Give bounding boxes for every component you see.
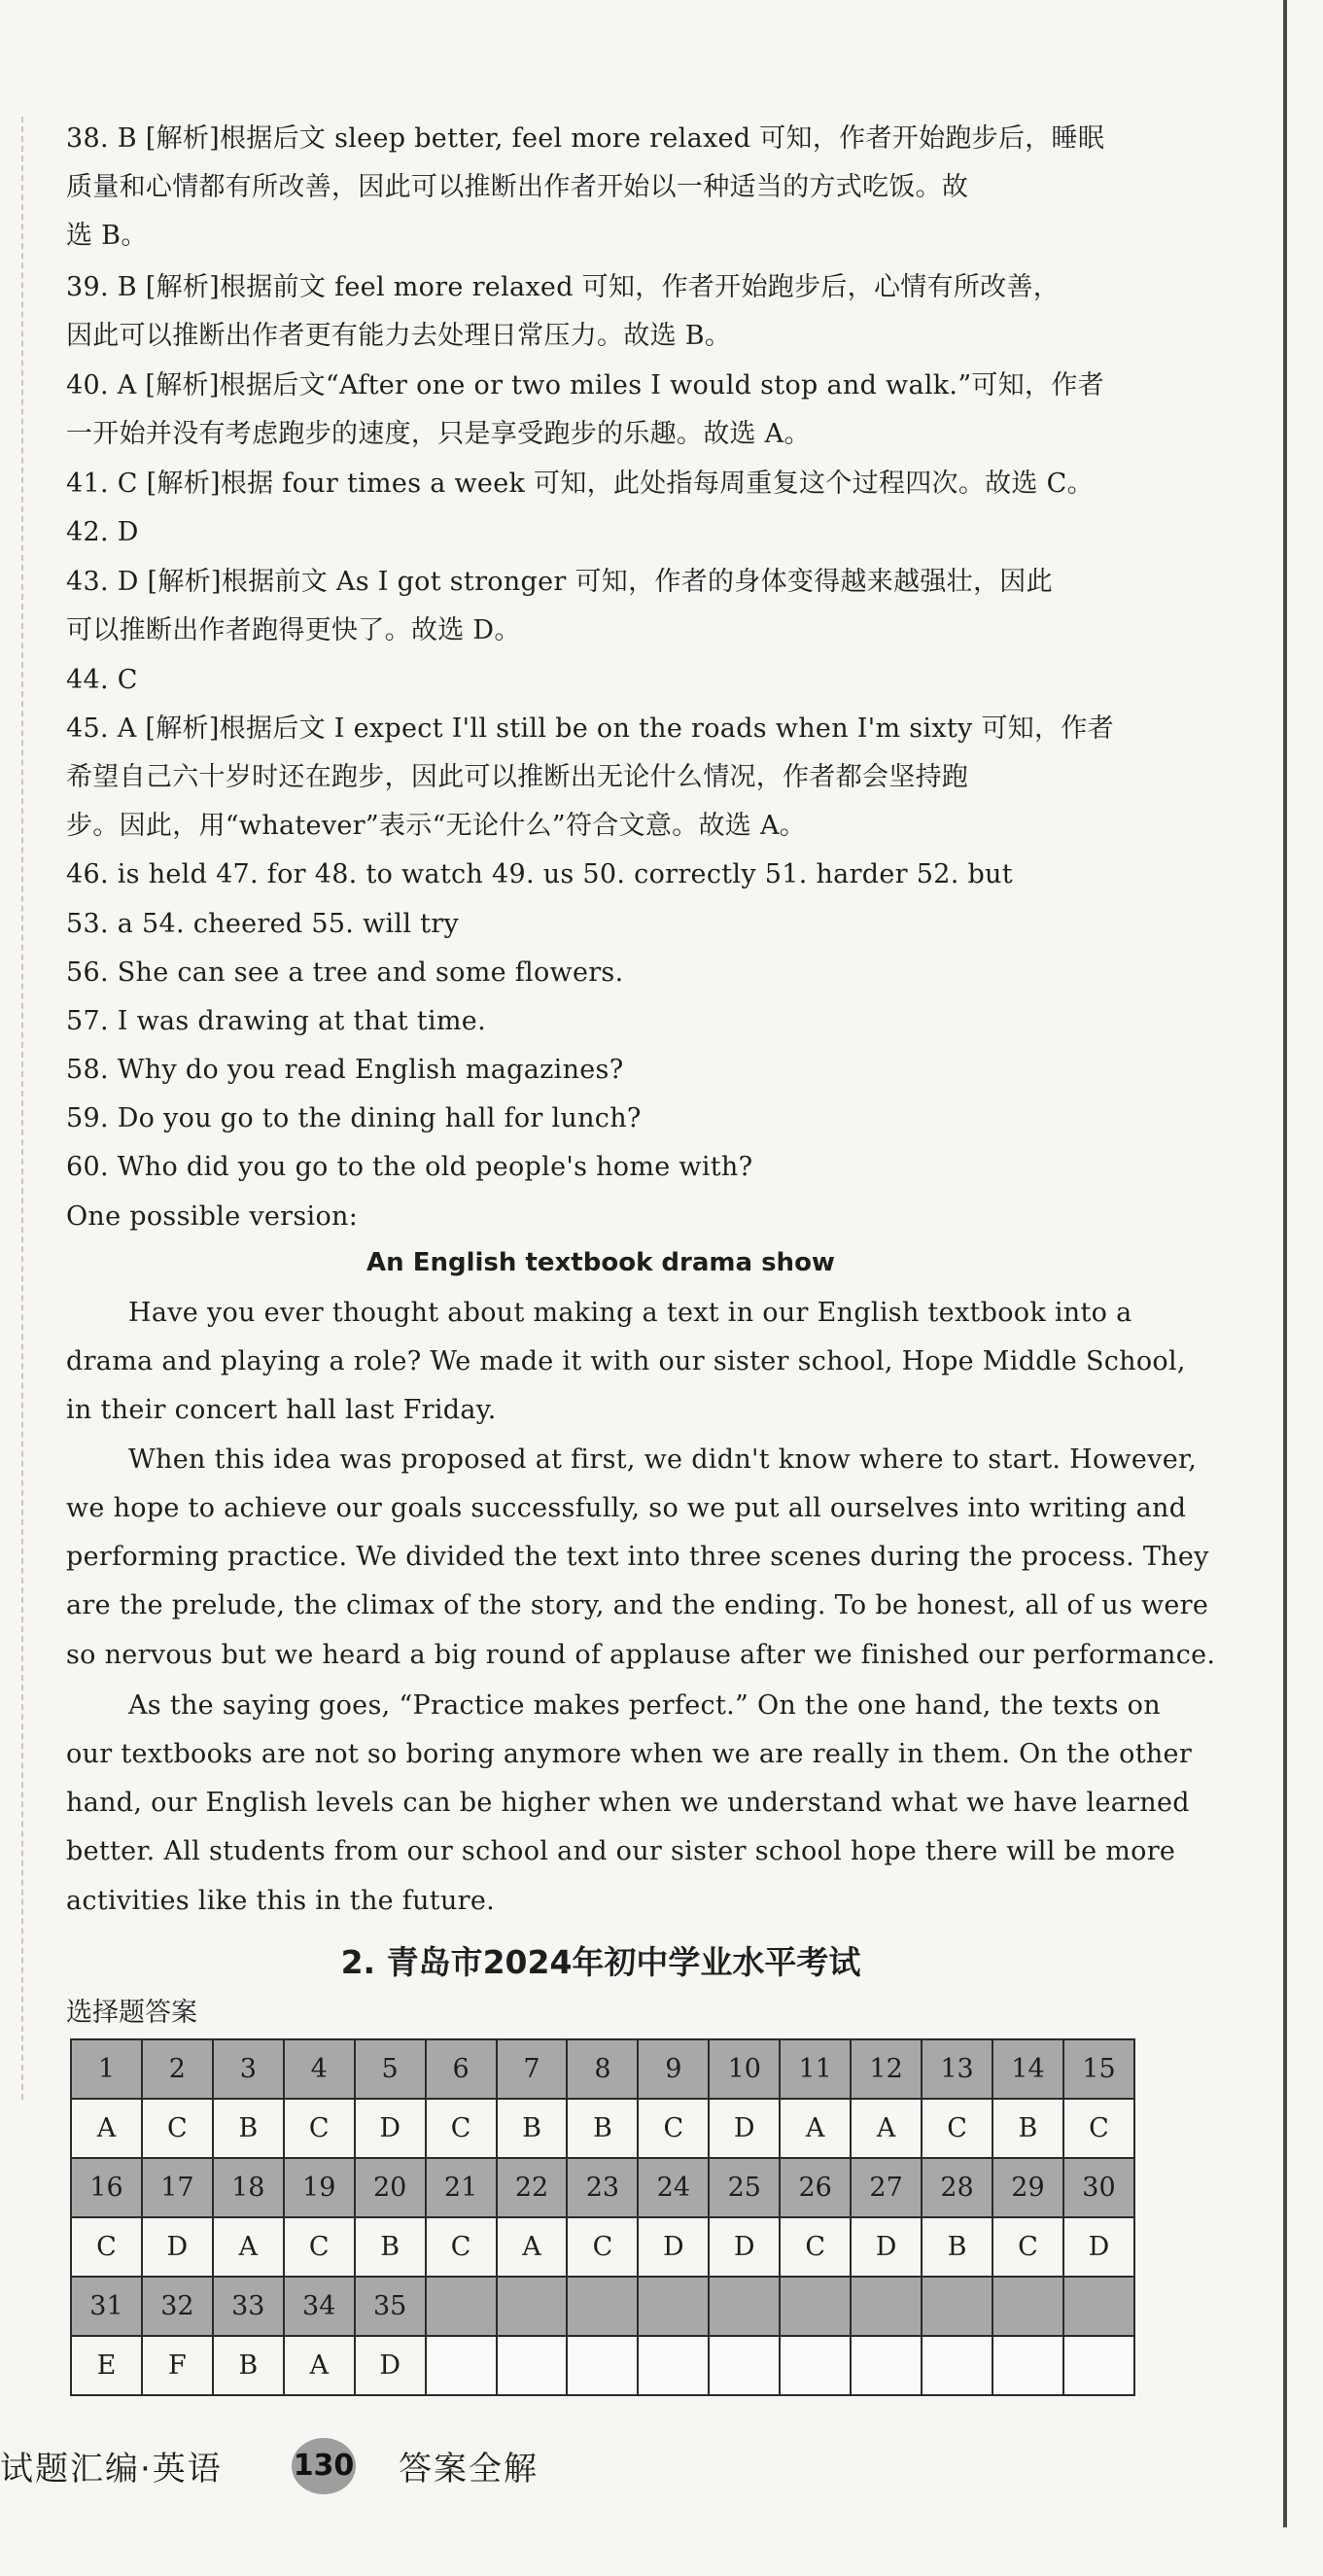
answer-43-line2: 可以推断出作者跑得更快了。故选 D。	[66, 615, 521, 645]
answer-45-line1: 45. A [解析]根据后文 I expect I'll still be on the roads when I'm sixty 可知，作者	[66, 714, 1114, 744]
sentence-56: 56. She can see a tree and some flowers.	[66, 957, 624, 988]
fill-answers-row1: 46. is held 47. for 48. to watch 49. us 50. correctly 51. harder 52. but	[66, 859, 1013, 889]
table-cell	[1063, 2336, 1134, 2395]
essay-line: our textbooks are not so boring anymore when we are really in them. On the other	[66, 1739, 1193, 1769]
table-cell	[992, 2336, 1063, 2395]
table-cell: 9	[638, 2039, 709, 2099]
table-cell: 31	[71, 2277, 142, 2336]
table-row-numbers	[71, 2158, 1134, 2217]
answer-42-line1: 42. D	[66, 517, 139, 547]
table-cell: A	[213, 2217, 284, 2277]
table-cell: F	[142, 2336, 213, 2395]
table-cell	[922, 2336, 992, 2395]
footer-subtitle: 答案全解	[399, 2450, 539, 2489]
table-row-answers	[71, 2217, 1134, 2277]
table-cell: 17	[142, 2158, 213, 2217]
table-cell: C	[992, 2217, 1063, 2277]
table-cell: D	[355, 2099, 426, 2158]
table-cell: C	[284, 2099, 355, 2158]
table-cell: 15	[1063, 2039, 1134, 2099]
essay-line: drama and playing a role? We made it with our sister school, Hope Middle School,	[66, 1346, 1186, 1376]
table-cell: B	[213, 2336, 284, 2395]
answer-43-line1: 43. D [解析]根据前文 As I got stronger 可知，作者的身体变得越来越强壮，因此	[66, 567, 1053, 597]
table-cell	[426, 2336, 497, 2395]
answer-38-line3: 选 B。	[66, 221, 148, 251]
essay-line: in their concert hall last Friday.	[66, 1395, 497, 1425]
table-cell: 33	[213, 2277, 284, 2336]
table-cell	[709, 2277, 780, 2336]
table-cell: 24	[638, 2158, 709, 2217]
answer-38-line1: 38. B [解析]根据后文 sleep better, feel more relaxed 可知，作者开始跑步后，睡眠	[66, 123, 1105, 154]
answer-44-line1: 44. C	[66, 665, 138, 695]
table-cell: 22	[497, 2158, 568, 2217]
table-cell	[922, 2277, 992, 2336]
table-cell: D	[142, 2217, 213, 2277]
table-cell: C	[426, 2099, 497, 2158]
table-cell: C	[638, 2099, 709, 2158]
table-cell: 32	[142, 2277, 213, 2336]
table-cell: C	[71, 2217, 142, 2277]
table-cell: C	[426, 2217, 497, 2277]
table-cell: C	[567, 2217, 638, 2277]
table-cell	[638, 2277, 709, 2336]
table-cell: A	[780, 2099, 851, 2158]
essay-line: Have you ever thought about making a text in our English textbook into a	[128, 1298, 1132, 1328]
essay-line: activities like this in the future.	[66, 1886, 495, 1916]
table-cell	[780, 2336, 851, 2395]
answer-41-line1: 41. C [解析]根据 four times a week 可知，此处指每周重复这个过程四次。故选 C。	[66, 469, 1094, 499]
essay-line: hand, our English levels can be higher when we understand what we have learned	[66, 1788, 1190, 1818]
table-cell: 12	[851, 2039, 922, 2099]
table-cell: B	[213, 2099, 284, 2158]
table-row-answers	[71, 2099, 1134, 2158]
essay-line: When this idea was proposed at first, we didn't know where to start. However,	[128, 1445, 1198, 1475]
table-cell: D	[851, 2217, 922, 2277]
sentence-59: 59. Do you go to the dining hall for lunch?	[66, 1103, 642, 1133]
table-cell: D	[355, 2336, 426, 2395]
table-cell	[851, 2277, 922, 2336]
table-cell	[567, 2277, 638, 2336]
table-row-numbers	[71, 2277, 1134, 2336]
fill-answers-row2: 53. a 54. cheered 55. will try	[66, 909, 460, 939]
essay-line: performing practice. We divided the text into three scenes during the process. They	[66, 1542, 1209, 1572]
answer-38-line2: 质量和心情都有所改善，因此可以推断出作者开始以一种适当的方式吃饭。故	[66, 172, 969, 202]
table-cell: 34	[284, 2277, 355, 2336]
table-cell: C	[142, 2099, 213, 2158]
table-cell: 5	[355, 2039, 426, 2099]
essay-intro: One possible version:	[66, 1201, 359, 1232]
footer-book-title: 试题汇编·英语	[0, 2450, 223, 2489]
table-cell: 1	[71, 2039, 142, 2099]
answer-table	[70, 2038, 1135, 2396]
answer-40-line1: 40. A [解析]根据后文“After one or two miles I would stop and walk.”可知，作者	[66, 370, 1104, 400]
table-cell: 7	[497, 2039, 568, 2099]
table-cell: C	[922, 2099, 992, 2158]
essay-line: better. All students from our school and our sister school hope there will be more	[66, 1836, 1176, 1866]
table-row-answers	[71, 2336, 1134, 2395]
table-cell	[426, 2277, 497, 2336]
table-cell: 2	[142, 2039, 213, 2099]
essay-line: so nervous but we heard a big round of applause after we finished our performance.	[66, 1640, 1216, 1670]
table-cell: D	[638, 2217, 709, 2277]
table-cell: 26	[780, 2158, 851, 2217]
table-cell: 20	[355, 2158, 426, 2217]
table-cell: 19	[284, 2158, 355, 2217]
table-cell: 4	[284, 2039, 355, 2099]
table-cell	[1063, 2277, 1134, 2336]
table-cell	[497, 2336, 568, 2395]
essay-line: As the saying goes, “Practice makes perfect.” On the one hand, the texts on	[128, 1690, 1161, 1721]
table-cell: A	[851, 2099, 922, 2158]
table-cell	[709, 2336, 780, 2395]
answer-45-line2: 希望自己六十岁时还在跑步，因此可以推断出无论什么情况，作者都会坚持跑	[66, 762, 969, 792]
sentence-57: 57. I was drawing at that time.	[66, 1006, 486, 1036]
table-cell: C	[780, 2217, 851, 2277]
table-cell: A	[71, 2099, 142, 2158]
sentence-60: 60. Who did you go to the old people's home with?	[66, 1152, 753, 1182]
table-cell: 10	[709, 2039, 780, 2099]
table-cell: 21	[426, 2158, 497, 2217]
table-cell: 6	[426, 2039, 497, 2099]
sentence-58: 58. Why do you read English magazines?	[66, 1055, 624, 1085]
table-cell: A	[497, 2217, 568, 2277]
table-cell: B	[497, 2099, 568, 2158]
table-cell: B	[355, 2217, 426, 2277]
table-cell: D	[1063, 2217, 1134, 2277]
table-cell: B	[992, 2099, 1063, 2158]
table-cell: E	[71, 2336, 142, 2395]
table-cell: D	[709, 2099, 780, 2158]
table-cell: 27	[851, 2158, 922, 2217]
table-cell	[851, 2336, 922, 2395]
table-cell: 28	[922, 2158, 992, 2217]
table-cell: 3	[213, 2039, 284, 2099]
table-cell: 18	[213, 2158, 284, 2217]
table-cell	[497, 2277, 568, 2336]
answer-39-line2: 因此可以推断出作者更有能力去处理日常压力。故选 B。	[66, 321, 732, 351]
table-cell: 13	[922, 2039, 992, 2099]
table-cell: 16	[71, 2158, 142, 2217]
essay-title: An English textbook drama show	[366, 1248, 835, 1277]
table-row-numbers	[71, 2039, 1134, 2099]
table-cell: 30	[1063, 2158, 1134, 2217]
section-title: 2. 青岛市2024年初中学业水平考试	[340, 1943, 861, 1981]
table-cell: 23	[567, 2158, 638, 2217]
table-cell: 11	[780, 2039, 851, 2099]
answer-40-line2: 一开始并没有考虑跑步的速度，只是享受跑步的乐趣。故选 A。	[66, 419, 811, 449]
table-cell: 8	[567, 2039, 638, 2099]
table-cell: C	[284, 2217, 355, 2277]
table-cell	[992, 2277, 1063, 2336]
table-cell: B	[922, 2217, 992, 2277]
table-cell: 14	[992, 2039, 1063, 2099]
table-cell	[567, 2336, 638, 2395]
essay-line: we hope to achieve our goals successfully, so we put all ourselves into writing and	[66, 1493, 1187, 1523]
margin-rule	[21, 117, 23, 2100]
table-cell: A	[284, 2336, 355, 2395]
choice-answers-label: 选择题答案	[66, 1998, 197, 2028]
table-cell	[780, 2277, 851, 2336]
table-cell: C	[1063, 2099, 1134, 2158]
table-cell: D	[709, 2217, 780, 2277]
answer-45-line3: 步。因此，用“whatever”表示“无论什么”符合文意。故选 A。	[66, 811, 807, 841]
page-footer	[0, 2438, 1323, 2496]
page-number: 130	[292, 2438, 356, 2494]
essay-line: are the prelude, the climax of the story, and the ending. To be honest, all of us were	[66, 1590, 1209, 1620]
table-cell: 25	[709, 2158, 780, 2217]
table-cell: 35	[355, 2277, 426, 2336]
table-cell	[638, 2336, 709, 2395]
page-edge	[1283, 0, 1287, 2527]
table-cell: 29	[992, 2158, 1063, 2217]
table-cell: B	[567, 2099, 638, 2158]
answer-39-line1: 39. B [解析]根据前文 feel more relaxed 可知，作者开始跑步后，心情有所改善，	[66, 272, 1061, 302]
